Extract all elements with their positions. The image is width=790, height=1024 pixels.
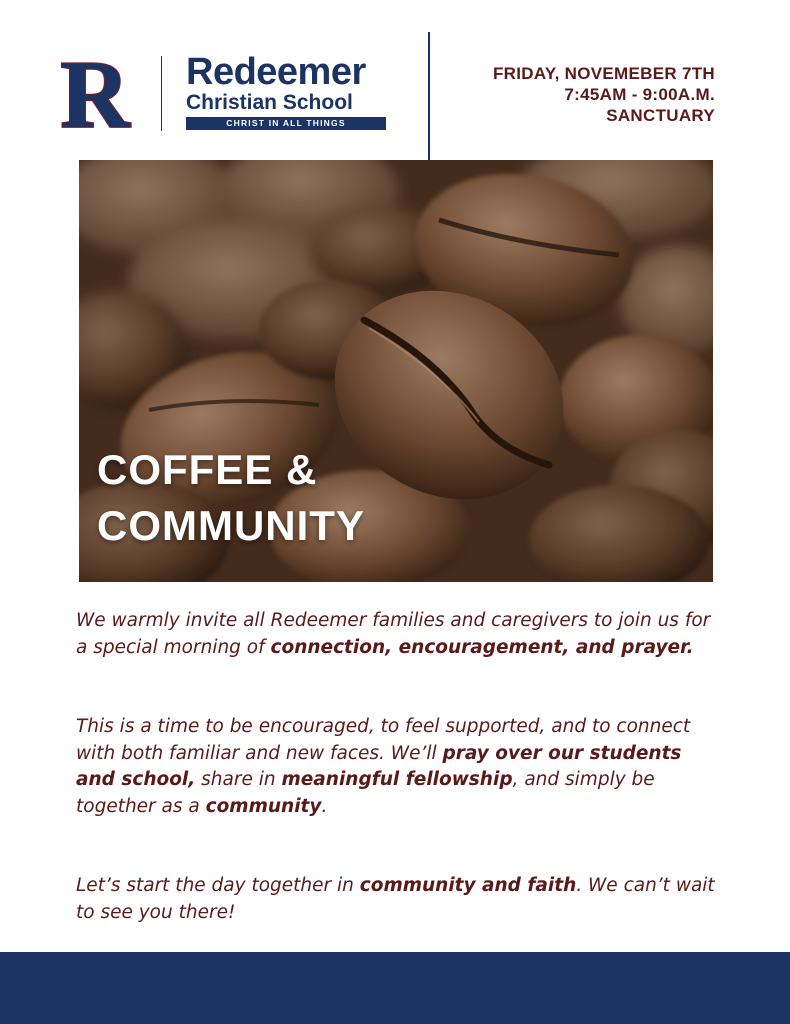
description-paragraph [76,714,726,820]
school-name-line2: Christian School [186,91,353,114]
emphasis-text: pray over our students and school, [76,742,682,790]
closing-paragraph [76,873,726,926]
coffee-beans-photo [79,160,713,582]
body-text-run: We warmly invite all Redeemer families and caregivers to join us for a special morning of [76,610,711,658]
emphasis-text: connection, encouragement, and prayer. [270,636,694,658]
body-text-run: . We can’t wait to see you there! [76,875,715,923]
body-text-run: share in [195,769,282,790]
emphasis-text: community [205,795,322,817]
footer-bar [0,952,790,1024]
emphasis-text: community and faith [359,875,577,896]
logo-divider [161,56,162,131]
header-divider [428,32,430,160]
event-title [97,442,365,554]
event-details [493,63,715,126]
event-date: FRIDAY, NOVEMEBER 7TH [493,64,715,83]
logo-letter: R [60,55,130,133]
body-text-run: Let’s start the day together in [76,875,360,896]
invitation-paragraph [76,608,726,661]
event-title-line2: COMMUNITY [97,502,365,549]
emphasis-text: meaningful fellowship [281,769,513,790]
school-r-logo [50,55,140,133]
school-motto: CHRIST IN ALL THINGS [186,117,386,130]
body-text-run: , and simply be together as a [76,769,655,817]
event-location: SANCTUARY [606,106,715,125]
body-text-run: This is a time to be encouraged, to feel supported, and to connect with both familiar and new faces. We’ll [76,716,691,764]
school-name-line1: Redeemer [186,51,366,93]
body-text-run: . [321,795,328,817]
event-time: 7:45AM - 9:00A.M. [564,85,715,104]
event-title-line1: COFFEE & [97,446,318,493]
